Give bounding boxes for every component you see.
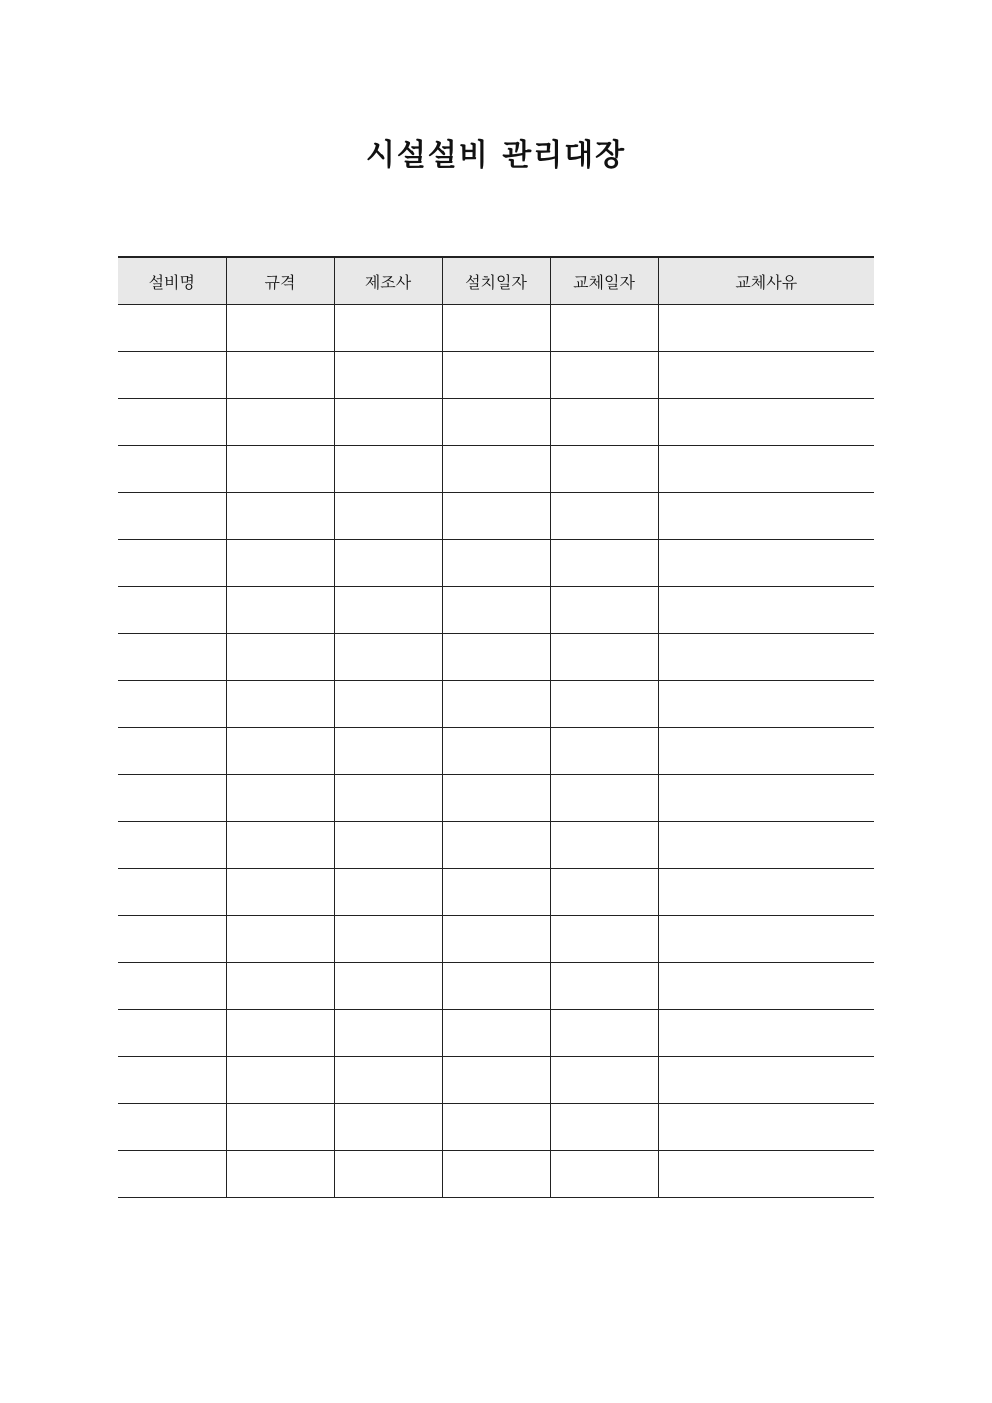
cell-equipment-name[interactable] [118, 1151, 226, 1198]
cell-replace-date[interactable] [550, 634, 658, 681]
cell-replace-date[interactable] [550, 916, 658, 963]
cell-replace-reason[interactable] [658, 587, 874, 634]
table-row [118, 540, 874, 587]
cell-specification[interactable] [226, 352, 334, 399]
cell-install-date[interactable] [442, 728, 550, 775]
cell-equipment-name[interactable] [118, 963, 226, 1010]
header-row [118, 257, 874, 305]
cell-specification[interactable] [226, 1104, 334, 1151]
cell-install-date[interactable] [442, 916, 550, 963]
cell-equipment-name[interactable] [118, 587, 226, 634]
cell-replace-reason[interactable] [658, 352, 874, 399]
cell-install-date[interactable] [442, 493, 550, 540]
cell-manufacturer[interactable] [334, 963, 442, 1010]
header-install-date: 설치일자 [442, 257, 550, 305]
cell-specification[interactable] [226, 869, 334, 916]
cell-install-date[interactable] [442, 1151, 550, 1198]
cell-specification[interactable] [226, 305, 334, 352]
cell-replace-reason[interactable] [658, 1057, 874, 1104]
cell-replace-reason[interactable] [658, 1104, 874, 1151]
cell-manufacturer[interactable] [334, 1104, 442, 1151]
cell-specification[interactable] [226, 1151, 334, 1198]
cell-replace-reason[interactable] [658, 446, 874, 493]
cell-specification[interactable] [226, 1057, 334, 1104]
cell-replace-reason[interactable] [658, 775, 874, 822]
cell-replace-date[interactable] [550, 681, 658, 728]
table-row [118, 822, 874, 869]
cell-replace-date[interactable] [550, 869, 658, 916]
cell-replace-date[interactable] [550, 1010, 658, 1057]
cell-equipment-name[interactable] [118, 399, 226, 446]
cell-replace-date[interactable] [550, 446, 658, 493]
cell-manufacturer[interactable] [334, 1057, 442, 1104]
cell-install-date[interactable] [442, 399, 550, 446]
cell-install-date[interactable] [442, 775, 550, 822]
cell-equipment-name[interactable] [118, 493, 226, 540]
cell-replace-reason[interactable] [658, 916, 874, 963]
cell-manufacturer[interactable] [334, 634, 442, 681]
table-row [118, 728, 874, 775]
table-row [118, 963, 874, 1010]
table-row [118, 305, 874, 352]
cell-manufacturer[interactable] [334, 728, 442, 775]
table-row [118, 916, 874, 963]
table-row [118, 352, 874, 399]
cell-equipment-name[interactable] [118, 352, 226, 399]
cell-replace-date[interactable] [550, 305, 658, 352]
cell-specification[interactable] [226, 681, 334, 728]
cell-equipment-name[interactable] [118, 1057, 226, 1104]
cell-manufacturer[interactable] [334, 1010, 442, 1057]
ledger-header [118, 257, 874, 305]
cell-equipment-name[interactable] [118, 822, 226, 869]
table-row [118, 399, 874, 446]
cell-replace-date[interactable] [550, 1151, 658, 1198]
cell-equipment-name[interactable] [118, 681, 226, 728]
cell-manufacturer[interactable] [334, 822, 442, 869]
cell-manufacturer[interactable] [334, 916, 442, 963]
cell-replace-reason[interactable] [658, 822, 874, 869]
cell-replace-date[interactable] [550, 822, 658, 869]
cell-specification[interactable] [226, 822, 334, 869]
cell-replace-date[interactable] [550, 775, 658, 822]
header-equipment-name: 설비명 [118, 257, 226, 305]
table-row [118, 775, 874, 822]
cell-manufacturer[interactable] [334, 540, 442, 587]
cell-replace-reason[interactable] [658, 1151, 874, 1198]
cell-equipment-name[interactable] [118, 540, 226, 587]
table-row [118, 1057, 874, 1104]
cell-replace-date[interactable] [550, 540, 658, 587]
cell-manufacturer[interactable] [334, 446, 442, 493]
cell-replace-date[interactable] [550, 399, 658, 446]
cell-replace-date[interactable] [550, 587, 658, 634]
cell-replace-reason[interactable] [658, 540, 874, 587]
cell-equipment-name[interactable] [118, 305, 226, 352]
cell-replace-reason[interactable] [658, 963, 874, 1010]
cell-manufacturer[interactable] [334, 399, 442, 446]
header-manufacturer: 제조사 [334, 257, 442, 305]
cell-replace-reason[interactable] [658, 681, 874, 728]
header-specification: 규격 [226, 257, 334, 305]
cell-install-date[interactable] [442, 446, 550, 493]
cell-specification[interactable] [226, 634, 334, 681]
cell-manufacturer[interactable] [334, 1151, 442, 1198]
cell-manufacturer[interactable] [334, 493, 442, 540]
table-row [118, 869, 874, 916]
table-row [118, 634, 874, 681]
header-replace-reason: 교체사유 [658, 257, 874, 305]
cell-install-date[interactable] [442, 963, 550, 1010]
table-row [118, 1010, 874, 1057]
cell-equipment-name[interactable] [118, 869, 226, 916]
cell-install-date[interactable] [442, 1010, 550, 1057]
cell-install-date[interactable] [442, 869, 550, 916]
cell-specification[interactable] [226, 587, 334, 634]
cell-replace-reason[interactable] [658, 1010, 874, 1057]
cell-install-date[interactable] [442, 634, 550, 681]
cell-install-date[interactable] [442, 822, 550, 869]
header-replace-date: 교체일자 [550, 257, 658, 305]
cell-specification[interactable] [226, 446, 334, 493]
cell-replace-date[interactable] [550, 1057, 658, 1104]
cell-specification[interactable] [226, 493, 334, 540]
table-row [118, 493, 874, 540]
cell-replace-reason[interactable] [658, 634, 874, 681]
cell-manufacturer[interactable] [334, 681, 442, 728]
cell-equipment-name[interactable] [118, 634, 226, 681]
equipment-ledger-table [118, 256, 874, 1198]
table-row [118, 1104, 874, 1151]
cell-install-date[interactable] [442, 352, 550, 399]
ledger-body [118, 305, 874, 1198]
cell-replace-reason[interactable] [658, 305, 874, 352]
cell-replace-reason[interactable] [658, 493, 874, 540]
cell-equipment-name[interactable] [118, 916, 226, 963]
cell-replace-date[interactable] [550, 963, 658, 1010]
cell-equipment-name[interactable] [118, 775, 226, 822]
cell-equipment-name[interactable] [118, 446, 226, 493]
table-row [118, 446, 874, 493]
cell-replace-date[interactable] [550, 352, 658, 399]
cell-replace-reason[interactable] [658, 728, 874, 775]
cell-manufacturer[interactable] [334, 352, 442, 399]
cell-install-date[interactable] [442, 681, 550, 728]
cell-equipment-name[interactable] [118, 1104, 226, 1151]
document-title: 시설설비 관리대장 [365, 138, 627, 173]
cell-install-date[interactable] [442, 1057, 550, 1104]
cell-replace-reason[interactable] [658, 869, 874, 916]
cell-specification[interactable] [226, 1010, 334, 1057]
cell-replace-reason[interactable] [658, 399, 874, 446]
cell-manufacturer[interactable] [334, 587, 442, 634]
table-row [118, 587, 874, 634]
cell-specification[interactable] [226, 728, 334, 775]
cell-equipment-name[interactable] [118, 1010, 226, 1057]
cell-specification[interactable] [226, 399, 334, 446]
cell-replace-date[interactable] [550, 728, 658, 775]
cell-specification[interactable] [226, 963, 334, 1010]
cell-equipment-name[interactable] [118, 728, 226, 775]
cell-specification[interactable] [226, 916, 334, 963]
table-row [118, 681, 874, 728]
cell-replace-date[interactable] [550, 493, 658, 540]
cell-install-date[interactable] [442, 1104, 550, 1151]
cell-replace-date[interactable] [550, 1104, 658, 1151]
cell-specification[interactable] [226, 540, 334, 587]
cell-manufacturer[interactable] [334, 775, 442, 822]
table-row [118, 1151, 874, 1198]
cell-install-date[interactable] [442, 587, 550, 634]
cell-install-date[interactable] [442, 305, 550, 352]
cell-install-date[interactable] [442, 540, 550, 587]
cell-manufacturer[interactable] [334, 869, 442, 916]
cell-manufacturer[interactable] [334, 305, 442, 352]
cell-specification[interactable] [226, 775, 334, 822]
